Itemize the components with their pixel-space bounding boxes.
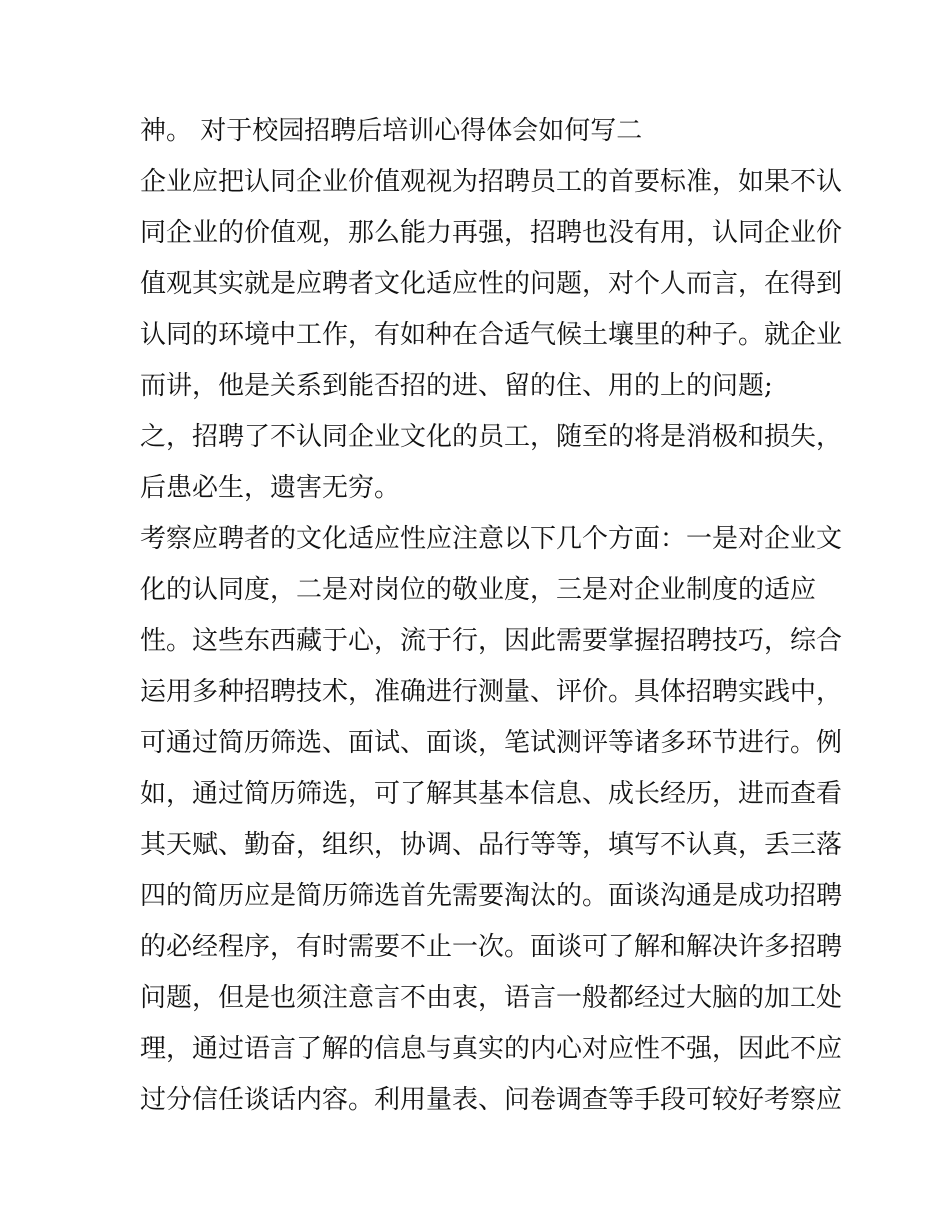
text-line: 同企业的价值观，那么能力再强，招聘也没有用，认同企业价: [140, 218, 843, 248]
text-line: 过分信任谈话内容。利用量表、问卷调查等手段可较好考察应: [140, 1085, 843, 1115]
text-line: 性。这些东西藏于心，流于行，因此需要掌握招聘技巧，综合: [140, 626, 843, 656]
text-line: 其天赋、勤奋，组织，协调、品行等等，填写不认真，丢三落: [140, 830, 843, 860]
text-line: 考察应聘者的文化适应性应注意以下几个方面：一是对企业文: [140, 524, 843, 554]
document-body: [140, 106, 843, 1126]
text-line: 如，通过简历筛选，可了解其基本信息、成长经历，进而查看: [140, 779, 843, 809]
text-line: 理，通过语言了解的信息与真实的内心对应性不强，因此不应: [140, 1034, 843, 1064]
text-line: 可通过简历筛选、面试、面谈，笔试测评等诸多环节进行。例: [140, 728, 843, 758]
text-line: 而讲，他是关系到能否招的进、留的住、用的上的问题;: [140, 371, 773, 401]
text-line: 运用多种招聘技术，准确进行测量、评价。具体招聘实践中，: [140, 677, 843, 707]
text-line: 神。 对于校园招聘后培训心得体会如何写二: [140, 116, 643, 146]
text-line: 的必经程序，有时需要不止一次。面谈可了解和解决许多招聘: [140, 932, 843, 962]
text-line: 企业应把认同企业价值观视为招聘员工的首要标准，如果不认: [140, 167, 843, 197]
text-line: 之，招聘了不认同企业文化的员工，随至的将是消极和损失，: [140, 422, 843, 452]
text-line: 四的简历应是简历筛选首先需要淘汰的。面谈沟通是成功招聘: [140, 881, 843, 911]
text-line: 值观其实就是应聘者文化适应性的问题，对个人而言，在得到: [140, 269, 843, 299]
text-line: 认同的环境中工作，有如种在合适气候土壤里的种子。就企业: [140, 320, 843, 350]
text-line: 问题，但是也须注意言不由衷，语言一般都经过大脑的加工处: [140, 983, 843, 1013]
text-line: 化的认同度，二是对岗位的敬业度，三是对企业制度的适应: [140, 575, 817, 605]
text-line: 后患必生，遗害无穷。: [140, 473, 401, 503]
